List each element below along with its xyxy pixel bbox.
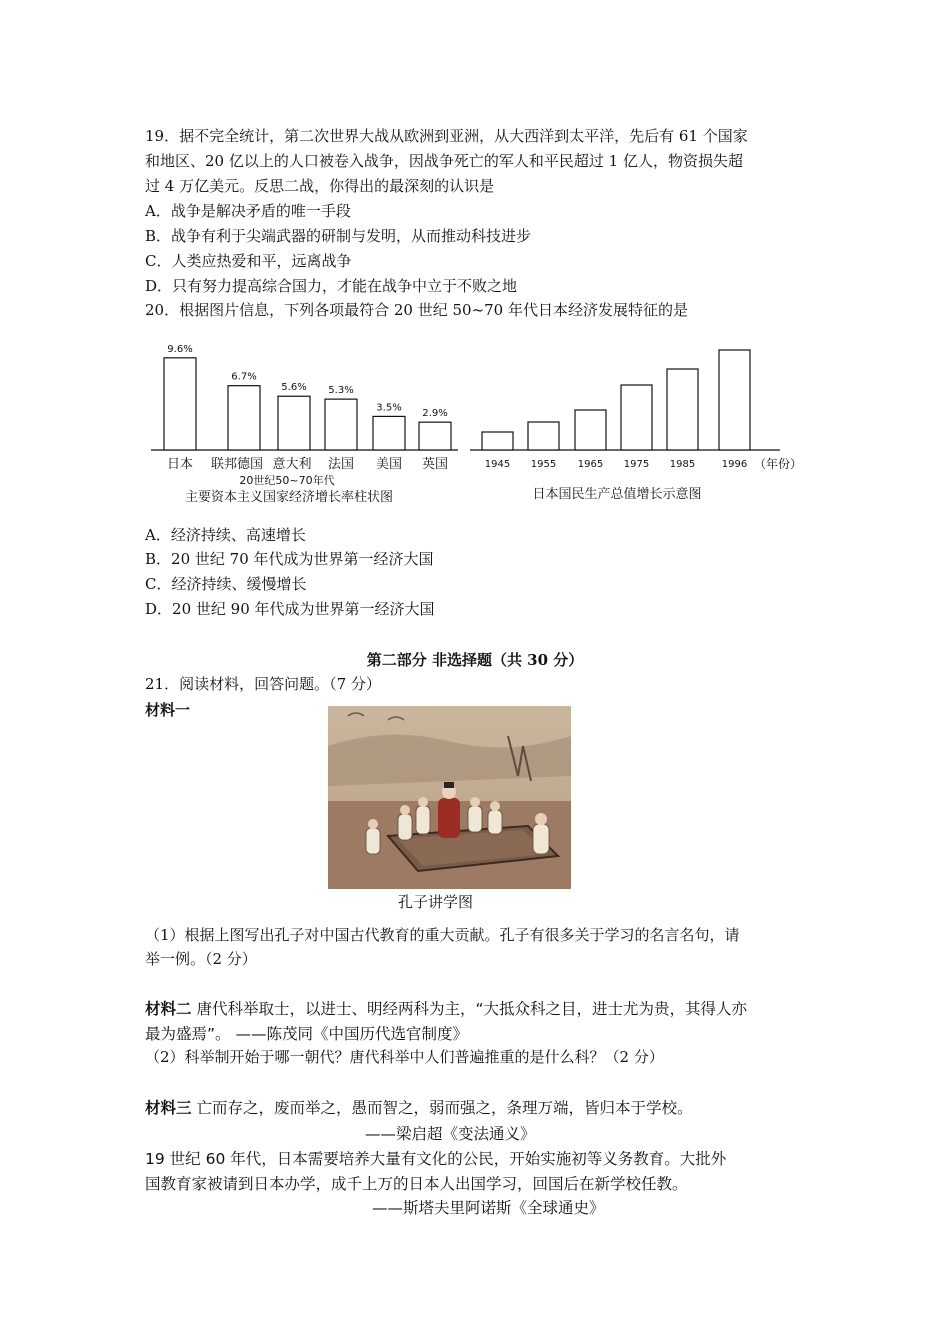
q21-stem: 21．阅读材料，回答问题。（7 分） [145, 675, 381, 693]
chart2-category-1: 1945 [484, 459, 511, 470]
material3-text: 亡而存之，废而举之，愚而智之，弱而强之，条理万端，皆归本于学校。 [191, 1099, 693, 1117]
chart2-bar-6 [719, 350, 750, 450]
chart1-data-label-4: 5.3% [328, 385, 354, 397]
chart2-bar-5 [667, 369, 698, 450]
chart1-category-3: 意大利 [272, 457, 312, 472]
q19-option-b: B．战争有利于尖端武器的研制与发明，从而推动科技进步 [145, 227, 532, 245]
chart2-category-6: 1996 [721, 459, 748, 470]
painting-caption: 孔子讲学图 [398, 893, 474, 911]
material2-text: 唐代科举取士，以进士、明经两科为主，“大抵众科之目，进士尤为贵，其得人亦 [191, 1000, 747, 1018]
material2-line2: 最为盛焉”。 ——陈茂同《中国历代选官制度》 [145, 1025, 468, 1043]
material2-line1 [145, 999, 747, 1019]
q21-1-line2: 举一例。（2 分） [145, 950, 257, 968]
material3-label: 材料三 [145, 1099, 192, 1117]
q21-2: （2）科举制开始于哪一朝代？唐代科举中人们普遍推重的是什么科？（2 分） [145, 1048, 664, 1066]
chart1-data-label-6: 2.9% [422, 408, 448, 420]
q19-option-d: D．只有努力提高综合国力，才能在战争中立于不败之地 [145, 277, 518, 295]
material3-line3: 国教育家被请到日本办学，成千上万的日本人出国学习，回国后在新学校任教。 [145, 1175, 688, 1193]
q20-stem: 20．根据图片信息，下列各项最符合 20 世纪 50~70 年代日本经济发展特征的是 [145, 301, 688, 319]
chart2-category-4: 1975 [623, 459, 650, 470]
chart1-data-label-5: 3.5% [376, 402, 402, 414]
material3-line1 [145, 1098, 692, 1118]
material3-source2: ——斯塔夫里阿诺斯《全球通史》 [372, 1199, 605, 1217]
q20-charts [0, 330, 950, 515]
q19-option-c: C．人类应热爱和平，远离战争 [145, 252, 352, 270]
q19-stem-line3: 过 4 万亿美元。反思二战，你得出的最深刻的认识是 [145, 177, 495, 195]
q20-option-c: C．经济持续、缓慢增长 [145, 575, 307, 593]
chart1-bar-6 [419, 422, 451, 450]
chart2-bar-1 [482, 432, 513, 450]
chart2-category-3: 1965 [577, 459, 604, 470]
chart1-bar-4 [325, 399, 357, 450]
chart1-category-4: 法国 [327, 457, 355, 472]
q20-option-a: A．经济持续、高速增长 [145, 526, 306, 544]
chart1-data-label-3: 5.6% [281, 382, 307, 394]
material1-label: 材料一 [145, 701, 191, 719]
material2-label: 材料二 [145, 1000, 192, 1018]
q21-1-line1: （1）根据上图写出孔子对中国古代教育的重大贡献。孔子有很多关于学习的名言名句，请 [145, 926, 740, 944]
growth-rate-bar-chart [151, 344, 458, 505]
chart1-bar-3 [278, 396, 310, 450]
q20-option-b: B．20 世纪 70 年代成为世界第一经济大国 [145, 550, 434, 568]
part2-heading: 第二部分 非选择题（共 30 分） [366, 651, 584, 669]
chart1-title: 主要资本主义国家经济增长率柱状图 [184, 490, 394, 505]
chart1-data-label-1: 9.6% [167, 343, 193, 355]
confucius-teaching-painting [328, 706, 571, 889]
material3-source1: ——梁启超《变法通义》 [365, 1125, 536, 1143]
chart1-category-5: 美国 [375, 457, 403, 472]
chart1-bar-5 [373, 416, 405, 450]
chart1-bar-1 [164, 358, 196, 450]
material3-line2: 19 世纪 60 年代，日本需要培养大量有文化的公民，开始实施初等义务教育。大批外 [145, 1150, 727, 1168]
gnp-growth-bar-chart [470, 350, 802, 502]
chart2-x-axis-label: （年份） [754, 457, 803, 471]
q19-option-a: A．战争是解决矛盾的唯一手段 [145, 202, 351, 220]
q19-stem-line2: 和地区、20 亿以上的人口被卷入战争，因战争死亡的军人和平民超过 1 亿人，物资损失超 [145, 152, 743, 170]
chart2-bar-3 [575, 410, 606, 450]
q20-option-d: D．20 世纪 90 年代成为世界第一经济大国 [145, 600, 435, 618]
q19-stem-line1: 19．据不完全统计，第二次世界大战从欧洲到亚洲，从大西洋到太平洋，先后有 61 个国家 [145, 127, 748, 145]
chart2-bar-4 [621, 385, 652, 450]
chart2-bar-2 [528, 422, 559, 450]
chart2-category-5: 1985 [669, 459, 696, 470]
chart1-bar-2 [228, 386, 260, 450]
chart1-category-6: 英国 [421, 457, 449, 472]
chart2-title: 日本国民生产总值增长示意图 [532, 487, 702, 502]
chart1-subtitle: 20世纪50~70年代 [239, 474, 335, 487]
chart1-category-1: 日本 [166, 457, 194, 472]
chart1-category-2: 联邦德国 [210, 457, 264, 472]
chart2-category-2: 1955 [530, 459, 557, 470]
chart1-data-label-2: 6.7% [231, 371, 257, 383]
